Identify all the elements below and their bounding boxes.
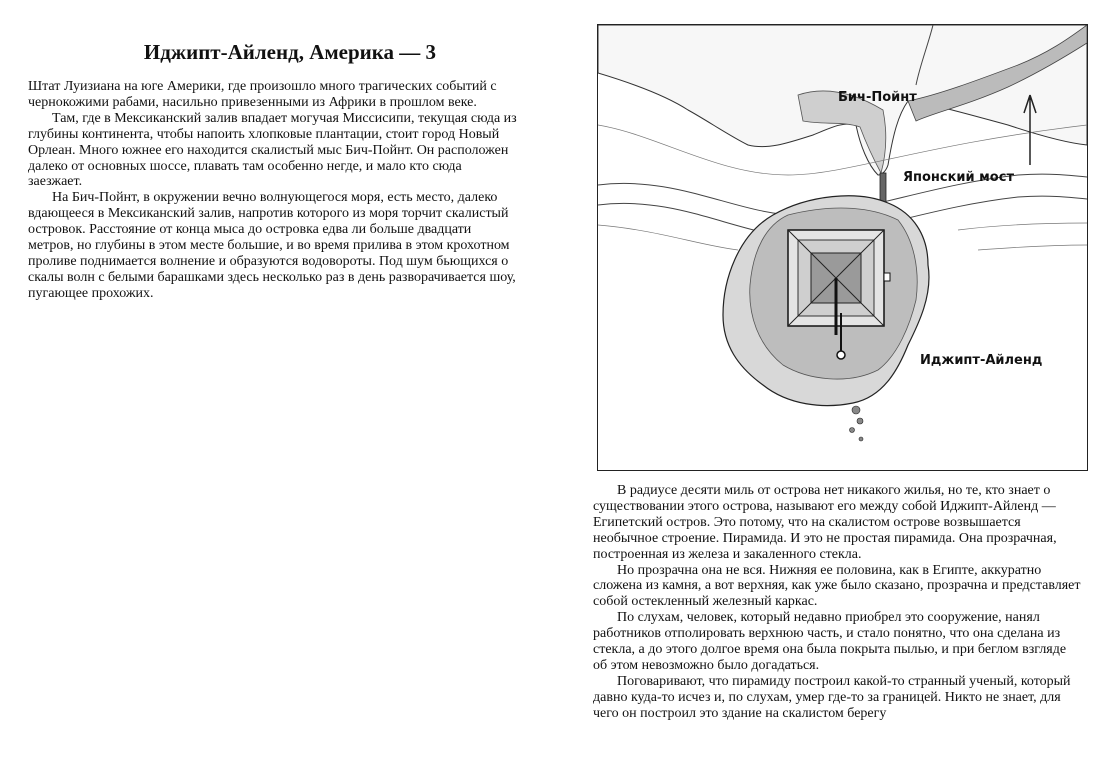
right-text-column xyxy=(593,483,1083,722)
paragraph-2: Там, где в Мексиканский залив впадает могучая Миссисипи, текущая сюда из глубины континента, чтобы напоить хлопковые плантации, стоит город Новый Орлеан. Много южнее его находится скалистый мыс Бич-Пойнт. Он расположен далеко от основных шоссе, плавать там особенно негде, и мало кто сюда заезжает. xyxy=(28,110,517,190)
left-text-column xyxy=(28,79,518,302)
paragraph-5: Но прозрачна она не вся. Нижняя ее половина, как в Египте, аккуратно сложена из камня, а вот верхняя, как уже было сказано, прозрачна и представляет собой остекленный железный каркас. xyxy=(593,562,1081,610)
paragraph-6: По слухам, человек, который недавно приобрел это сооружение, нанял работников отполировать верхнюю часть, и стало понятно, что она сделана из стекла, а до этого долгое время она была покрыта пылью, и при беглом взгляде об этом невозможно было догадаться. xyxy=(593,610,1067,673)
paragraph-1: Штат Луизиана на юге Америки, где произошло много трагических событий с чернокожими рабами, насильно привезенными из Африки в прошлом веке. xyxy=(28,79,497,110)
label-egypt-island: Иджипт-Айленд xyxy=(920,353,1043,368)
label-beach-point: Бич-Пойнт xyxy=(838,90,917,105)
paragraph-7: Поговаривают, что пирамиду построил какой-то странный ученый, который давно куда-то исчез и, по слухам, умер где-то за границей. Никто не знает, для чего он построил это здание на скалистом берегу xyxy=(593,673,1071,721)
paragraph-4: В радиусе десяти миль от острова нет никакого жилья, но те, кто знает о существовании этого острова, называют его между собой Иджипт-Айленд — Египетский остров. Это потому, что на скалистом острове возвышается необычное строение. Пирамида. И это не простая пирамида. Она прозрачная, построенная из железа и закаленного стекла. xyxy=(593,483,1057,562)
paragraph-3: На Бич-Пойнт, в окружении вечно волнующегося моря, есть место, далеко вдающееся в Мексиканский залив, напротив которого из моря торчит скалистый островок. Расстояние от конца мыса до островка едва ли больше двадцати метров, но глубины в этом месте большие, и во время прилива в этом крохотном проливе поднимается волнение и образуются водовороты. Под шум бьющихся о скалы волн с белыми барашками здесь несколько раз в день разворачивается шоу, пугающее прохожих. xyxy=(28,190,516,301)
island-map-illustration xyxy=(597,24,1088,471)
page-title: Иджипт-Айленд, Америка — 3 xyxy=(143,40,437,64)
label-japanese-bridge: Японский мост xyxy=(903,170,1014,185)
